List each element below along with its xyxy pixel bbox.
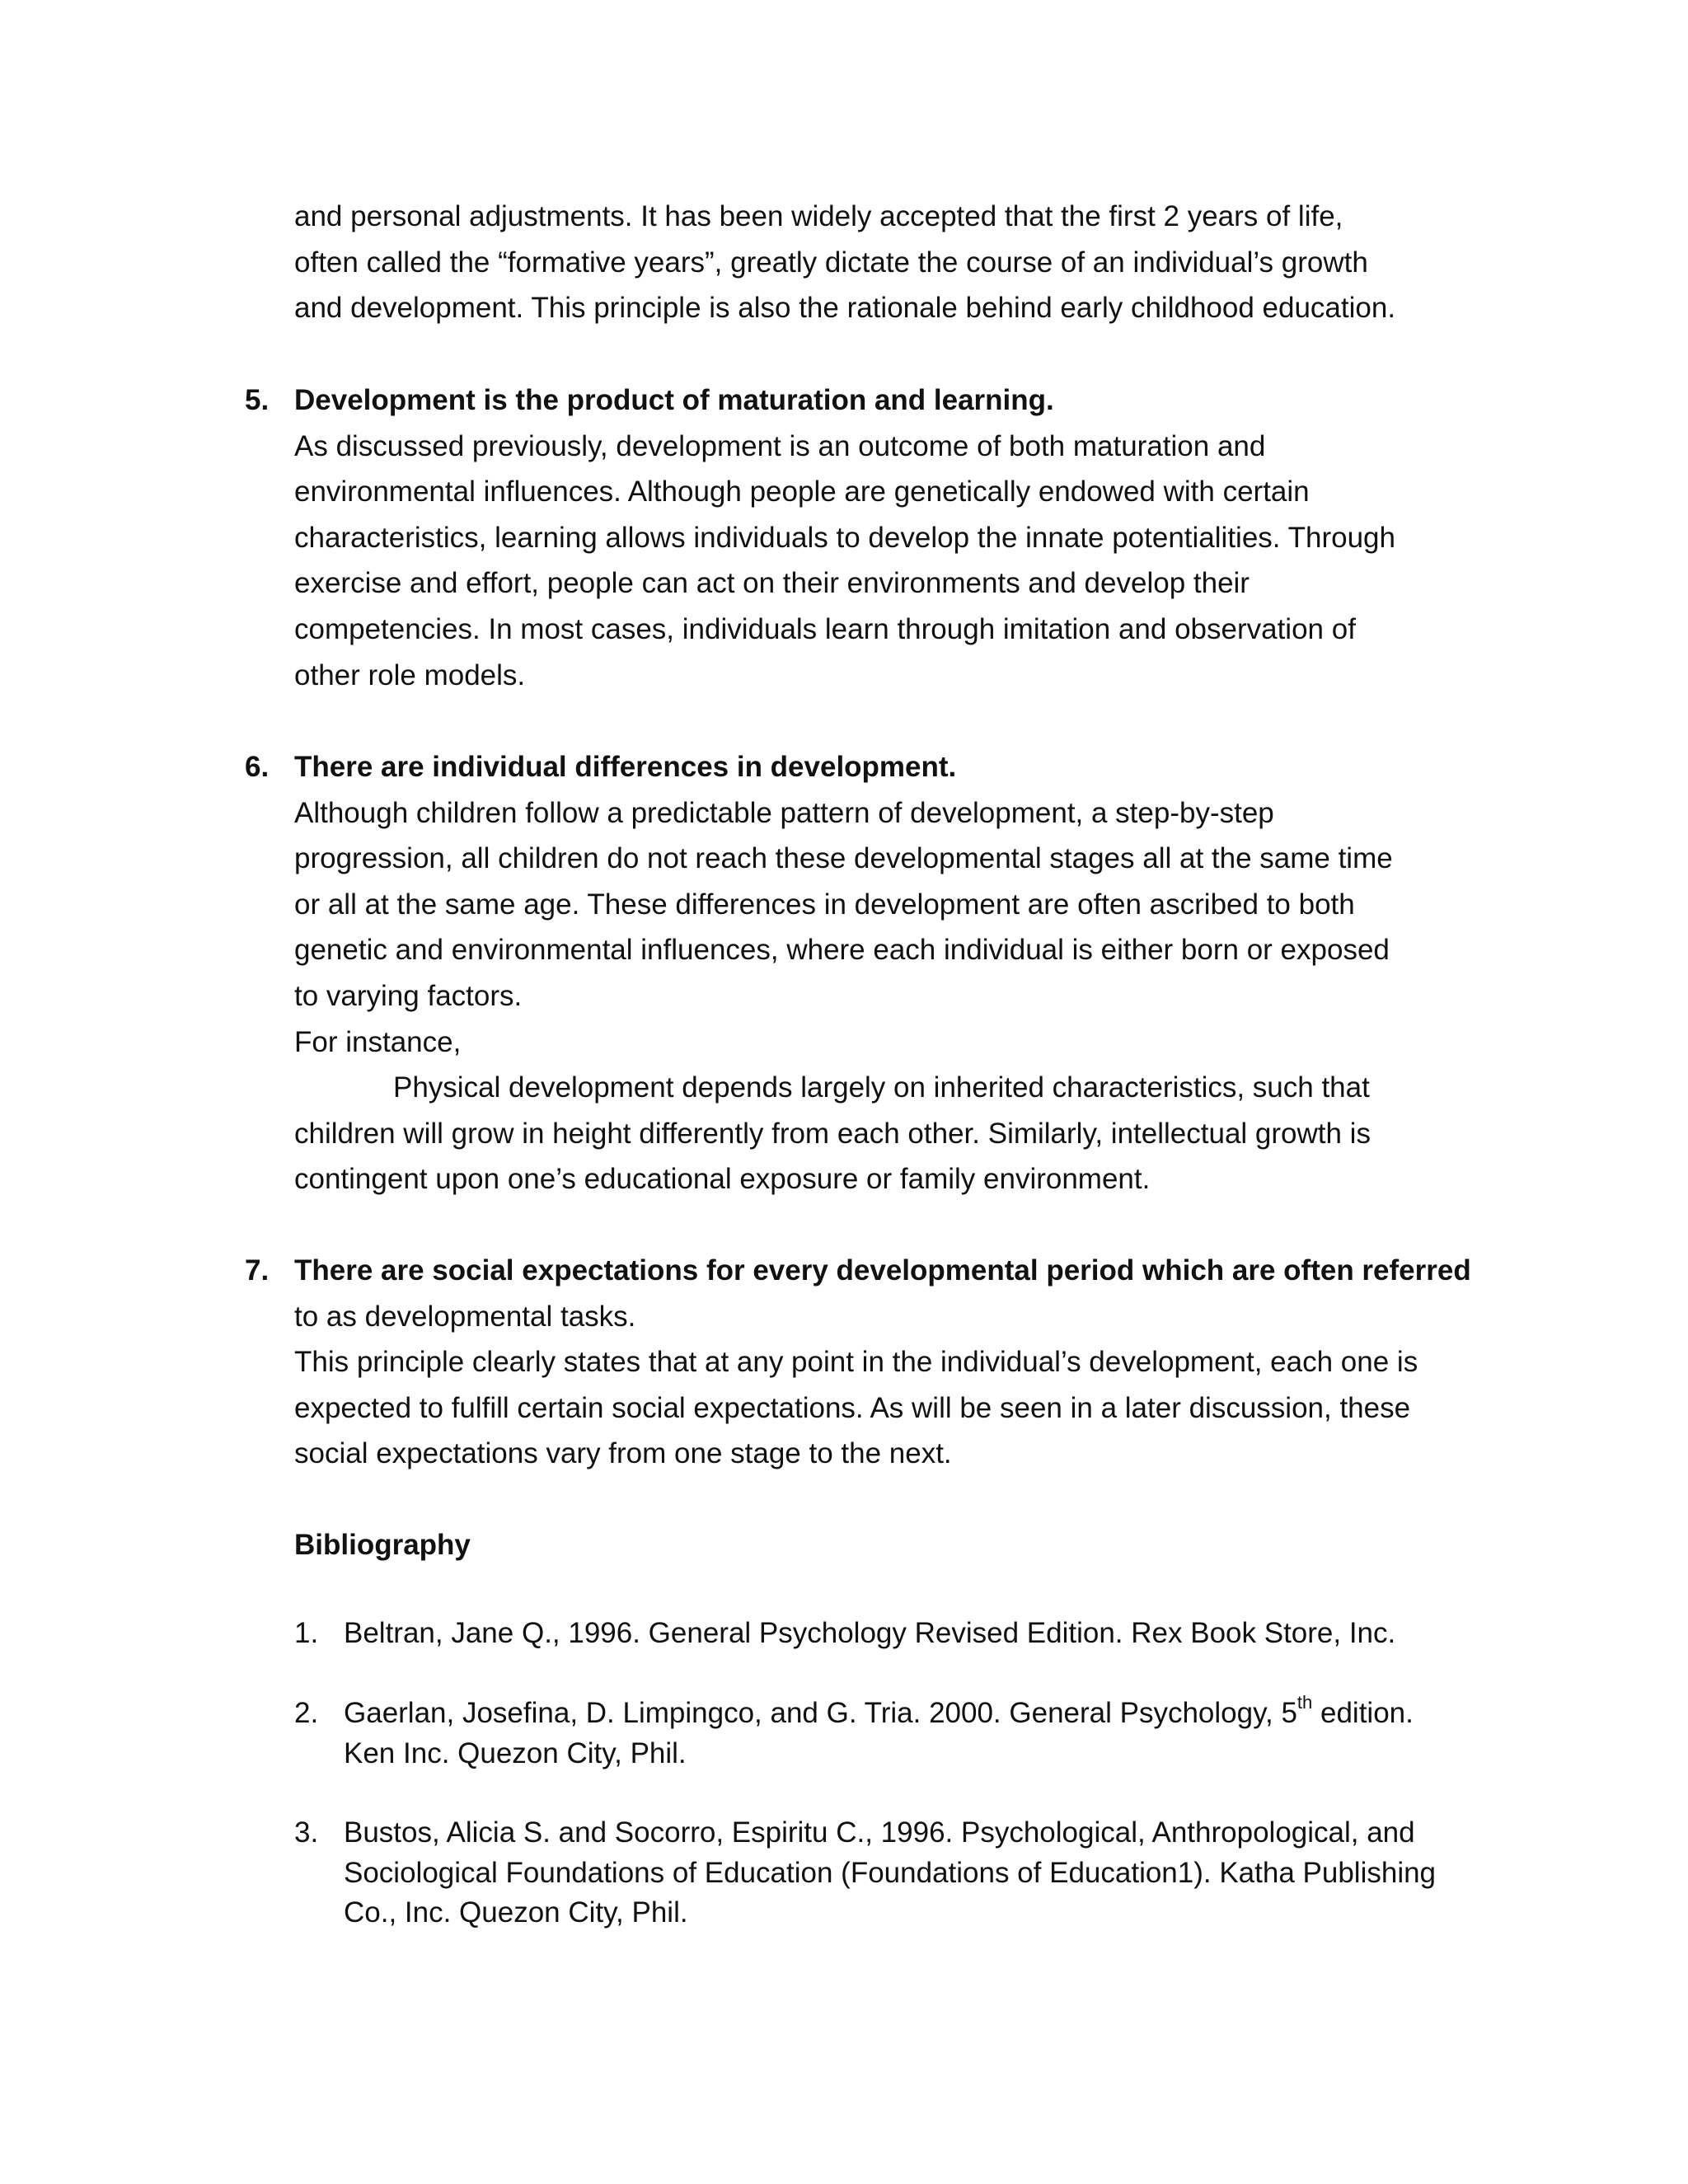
principle-line: social expectations vary from one stage to the next.	[294, 1437, 952, 1470]
principle-7	[245, 1248, 1481, 1477]
intro-paragraph	[294, 194, 1481, 331]
indented-text: Physical development depends largely on inherited characteristics, such that	[393, 1071, 1370, 1104]
principle-line: For instance,	[294, 1025, 462, 1058]
principle-line: genetic and environmental influences, where each individual is either born or exposed	[294, 934, 1390, 967]
principle-heading: There are individual differences in development.	[294, 751, 957, 783]
principle-line: children will grow in height differently from each other. Similarly, intellectual growth is	[294, 1117, 1371, 1150]
principle-6	[245, 744, 1481, 1202]
bibliography-entry-line: Bustos, Alicia S. and Socorro, Espiritu C., 1996. Psychological, Anthropological, and	[344, 1816, 1415, 1849]
bibliography-entry-3	[294, 1813, 1481, 1937]
bibliography-entry-1	[294, 1614, 1481, 1655]
bibliography-entry-line: Sociological Foundations of Education (Foundations of Education1). Katha Publishing	[344, 1856, 1437, 1889]
principle-number: 5.	[245, 384, 270, 416]
principle-line: environmental influences. Although people are genetically endowed with certain	[294, 476, 1310, 509]
bibliography-entry-line	[344, 1694, 1414, 1734]
principle-line: expected to fulfill certain social expectations. As will be seen in a later discussion, these	[294, 1391, 1411, 1424]
intro-line: and development. This principle is also the rationale behind early childhood education.	[294, 292, 1396, 325]
principle-5	[245, 377, 1481, 698]
superscript-ordinal: th	[1296, 1692, 1313, 1713]
principle-line: progression, all children do not reach these developmental stages all at the same time	[294, 842, 1393, 875]
bibliography-entry-number: 3.	[294, 1816, 319, 1849]
bibliography-entry-text: Gaerlan, Josefina, D. Limpingco, and G. Tria. 2000. General Psychology, 5	[344, 1697, 1297, 1729]
principle-number: 7.	[245, 1254, 270, 1286]
principle-line: other role models.	[294, 658, 526, 691]
principle-heading: Development is the product of maturation and learning.	[294, 384, 1054, 416]
bibliography-entry-line: Beltran, Jane Q., 1996. General Psychology Revised Edition. Rex Book Store, Inc.	[344, 1617, 1396, 1649]
intro-line: and personal adjustments. It has been widely accepted that the first 2 years of life,	[294, 200, 1343, 232]
principle-number: 6.	[245, 751, 270, 783]
principle-line: This principle clearly states that at any point in the individual’s development, each one is	[294, 1346, 1418, 1379]
principle-line: to as developmental tasks.	[294, 1300, 636, 1333]
bibliography-entry-text: edition.	[1312, 1697, 1414, 1729]
intro-line: often called the “formative years”, greatly dictate the course of an individual’s growth	[294, 246, 1368, 279]
principle-line: or all at the same age. These differences in development are often ascribed to both	[294, 888, 1355, 921]
principle-line: competencies. In most cases, individuals learn through imitation and observation of	[294, 612, 1356, 645]
principle-line: exercise and effort, people can act on their environments and develop their	[294, 567, 1250, 600]
bibliography-entry-number: 1.	[294, 1617, 319, 1649]
bibliography-entry-2	[294, 1694, 1481, 1776]
principle-heading: There are social expectations for every developmental period which are often referred	[294, 1254, 1471, 1286]
principle-line: to varying factors.	[294, 979, 523, 1012]
principle-line: contingent upon one’s educational exposure or family environment.	[294, 1163, 1151, 1196]
bibliography-entry-number: 2.	[294, 1697, 319, 1729]
bibliography-entry-line: Co., Inc. Quezon City, Phil.	[344, 1896, 688, 1929]
principle-line: Although children follow a predictable pattern of development, a step-by-step	[294, 796, 1274, 829]
principle-indented-line	[294, 1065, 1481, 1111]
bibliography-title: Bibliography	[294, 1529, 471, 1561]
principle-line: characteristics, learning allows individuals to develop the innate potentialities. Through	[294, 521, 1395, 554]
principle-line: As discussed previously, development is an outcome of both maturation and	[294, 429, 1266, 462]
bibliography-entry-line: Ken Inc. Quezon City, Phil.	[344, 1736, 687, 1769]
